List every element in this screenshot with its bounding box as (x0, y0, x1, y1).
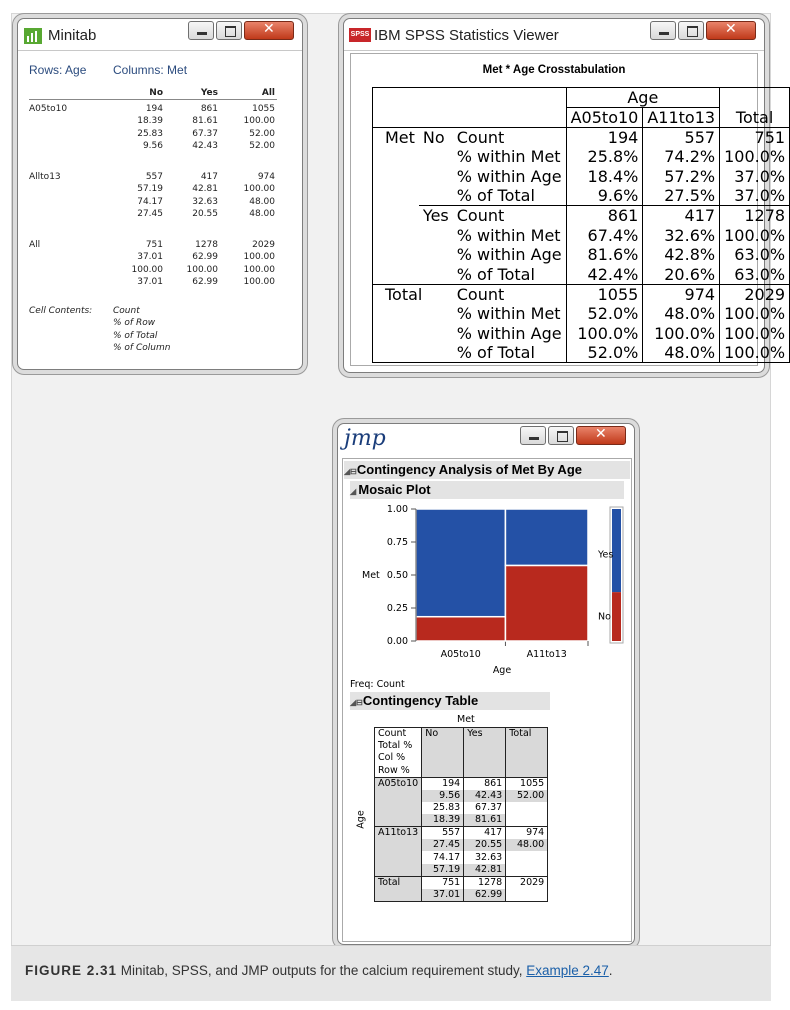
spss-col-header: Total (720, 88, 790, 128)
ct-cell (506, 889, 548, 902)
spss-cell: 57.2% (643, 167, 720, 187)
minitab-cell: 32.63 (192, 196, 218, 207)
spss-row (373, 128, 790, 148)
spss-group-label: Yes (419, 206, 453, 226)
disclosure-icon[interactable]: ◢⊟ (344, 467, 357, 476)
ct-cell: 42.43 (464, 790, 506, 802)
ct-cell: 52.00 (506, 790, 548, 802)
rows-label: Rows: Age (29, 63, 87, 77)
minitab-cell: 751 (145, 240, 163, 250)
ct-cell (506, 802, 548, 814)
minitab-row-label: All (29, 240, 41, 250)
spss-cell: 27.5% (643, 186, 720, 206)
spss-row (373, 245, 790, 265)
caption-end: . (608, 963, 613, 978)
ct-row (375, 814, 548, 827)
spss-row (373, 147, 790, 167)
caption-label: FIGURE 2.31 (25, 963, 118, 978)
caption-text: Minitab, SPSS, and JMP outputs for the calcium requirement study, (117, 963, 527, 978)
example-link[interactable]: Example 2.47 (526, 963, 609, 978)
mosaic-yes-A05to10 (416, 509, 505, 617)
maximize-button[interactable] (216, 21, 242, 40)
spss-logo-icon: SPSS (349, 28, 371, 42)
contingency-title: Contingency Table (362, 693, 479, 708)
ct-cell: 32.63 (464, 851, 506, 863)
spss-row (373, 284, 790, 304)
minitab-logo-icon (24, 28, 42, 44)
ct-cell: 417 (464, 827, 506, 840)
mosaic-y-tick-label: 0.50 (386, 570, 408, 581)
legend-no-label: No (598, 611, 611, 623)
spss-cell: 48.0% (643, 304, 720, 324)
cell-contents-item: % of Row (113, 318, 156, 329)
ct-cell: 1278 (464, 876, 506, 889)
minitab-cell: 48.00 (249, 196, 275, 207)
ct-row-label: A05to10 (375, 777, 422, 790)
spss-stat-label: % of Total (453, 265, 566, 285)
ct-cell: 74.17 (422, 851, 464, 863)
close-icon: ✕ (725, 21, 737, 37)
spss-cell: 81.6% (566, 245, 643, 265)
ct-cell (506, 851, 548, 863)
spss-row (373, 343, 790, 363)
minitab-cell: 974 (257, 172, 275, 182)
minitab-cell: 100.00 (243, 252, 275, 263)
ct-cell (506, 814, 548, 827)
spss-cell: 100.0% (720, 343, 790, 363)
cell-contents-item: % of Column (113, 342, 171, 353)
ct-cell: 37.01 (422, 889, 464, 902)
ct-header: Count (375, 728, 422, 741)
minitab-cell: 62.99 (192, 276, 218, 287)
spss-cell: 20.6% (643, 265, 720, 285)
spss-cell: 974 (643, 284, 720, 304)
legend-yes-label: Yes (598, 549, 614, 561)
spss-stat-label: % of Total (453, 343, 566, 363)
cell-contents-label: Cell Contents: (29, 306, 93, 316)
ct-cell: 557 (422, 827, 464, 840)
mosaic-y-tick-label: 0.25 (386, 603, 408, 614)
minitab-cell: 52.00 (249, 140, 275, 151)
contingency-header[interactable] (350, 692, 550, 710)
spss-age-header: Age (566, 88, 719, 108)
ct-header: No (422, 728, 464, 778)
minitab-cell: 48.00 (249, 208, 275, 219)
jmp-window (337, 423, 635, 945)
minitab-window (17, 18, 303, 370)
minitab-cell: 42.81 (192, 184, 218, 195)
minitab-cell: 100.00 (243, 264, 275, 275)
minitab-header-rule (29, 99, 277, 100)
spss-cell: 32.6% (643, 225, 720, 245)
spss-cell: 417 (643, 206, 720, 226)
spss-cell: 37.0% (720, 167, 790, 187)
freq-label: Freq: Count (350, 679, 405, 690)
ct-row (375, 790, 548, 802)
contingency-table (374, 727, 548, 902)
spss-cell: 37.0% (720, 186, 790, 206)
minitab-cell: 18.39 (137, 116, 163, 127)
spss-stat-label: Count (453, 128, 566, 148)
spss-row (373, 167, 790, 187)
ct-stat-label: Row % (375, 765, 422, 778)
spss-cell: 100.0% (720, 304, 790, 324)
age-axis-label: Age (355, 810, 367, 829)
spss-col-header: A11to13 (643, 108, 720, 128)
minitab-row-label: A05to10 (29, 104, 68, 114)
spss-cell: 100.0% (720, 225, 790, 245)
minitab-col-header: Yes (200, 88, 218, 98)
ct-row (375, 827, 548, 840)
spss-cell: 557 (643, 128, 720, 148)
spss-row (373, 186, 790, 206)
maximize-button[interactable] (678, 21, 704, 40)
ct-row-label: Total (375, 876, 422, 889)
mosaic-no-A05to10 (416, 617, 505, 641)
ct-cell: 81.61 (464, 814, 506, 827)
spss-cell: 194 (566, 128, 643, 148)
spss-cell: 9.6% (566, 186, 643, 206)
disclosure-icon[interactable]: ◢ (350, 487, 359, 496)
ct-cell: 67.37 (464, 802, 506, 814)
ct-cell: 62.99 (464, 889, 506, 902)
met-label: Met (457, 714, 475, 725)
ct-cell: 751 (422, 876, 464, 889)
minitab-cell: 100.00 (243, 116, 275, 127)
minitab-cell: 417 (200, 172, 218, 182)
spss-cell: 42.4% (566, 265, 643, 285)
ct-row (375, 851, 548, 863)
ct-cell: 27.45 (422, 839, 464, 851)
spss-stat-label: % within Met (453, 225, 566, 245)
spss-titlebar[interactable] (344, 19, 764, 51)
spss-stat-label: % of Total (453, 186, 566, 206)
minitab-col-header: All (261, 88, 275, 98)
spss-row (373, 225, 790, 245)
minitab-title: Minitab (48, 27, 97, 44)
spss-stat-label: % within Age (453, 245, 566, 265)
spss-row (373, 206, 790, 226)
spss-table-title: Met * Age Crosstabulation (482, 64, 626, 76)
spss-group-label: No (419, 128, 453, 148)
spss-row (373, 304, 790, 324)
ct-cell: 2029 (506, 876, 548, 889)
spss-cell: 52.0% (566, 343, 643, 363)
minitab-cell: 861 (200, 104, 218, 114)
ct-stat-label: Total % (375, 740, 422, 752)
ct-row (375, 777, 548, 790)
minitab-cell: 25.83 (137, 128, 163, 139)
ct-row (375, 839, 548, 851)
spss-title: IBM SPSS Statistics Viewer (374, 27, 559, 44)
mosaic-yes-A11to13 (505, 509, 588, 566)
minitab-cell: 100.00 (243, 276, 275, 287)
minimize-button[interactable] (650, 21, 676, 40)
close-icon: ✕ (595, 426, 607, 442)
mosaic-no-A11to13 (505, 566, 588, 641)
minitab-cell: 1278 (195, 240, 218, 250)
ct-cell: 861 (464, 777, 506, 790)
spss-cell: 48.0% (643, 343, 720, 363)
mosaic-y-tick-label: 1.00 (386, 504, 408, 515)
minitab-col-header: No (149, 88, 163, 98)
analysis-title: Contingency Analysis of Met By Age (356, 462, 582, 477)
minitab-cell: 100.00 (131, 264, 163, 275)
mosaic-overall-yes (612, 509, 621, 592)
spss-cell: 861 (566, 206, 643, 226)
ct-row (375, 802, 548, 814)
ct-header: Yes (464, 728, 506, 778)
mosaic-x-axis-label: Age (492, 665, 512, 676)
spss-cell: 100.0% (643, 323, 720, 343)
close-button[interactable] (706, 21, 756, 40)
spss-row-var: Met (373, 128, 419, 148)
minitab-cell: 1055 (252, 104, 275, 114)
minitab-cell: 100.00 (243, 184, 275, 195)
spss-cell: 63.0% (720, 245, 790, 265)
minitab-cell: 52.00 (249, 128, 275, 139)
ct-cell: 48.00 (506, 839, 548, 851)
spss-row (373, 265, 790, 285)
ct-row (375, 876, 548, 889)
minitab-cell: 42.43 (192, 140, 218, 151)
mosaic-plot (338, 424, 636, 684)
ct-header: Total (506, 728, 548, 778)
spss-stat-label: % within Met (453, 304, 566, 324)
minitab-cell: 20.55 (192, 208, 218, 219)
spss-cell: 100.0% (720, 147, 790, 167)
ct-cell (506, 864, 548, 877)
spss-cell: 751 (720, 128, 790, 148)
ct-cell: 194 (422, 777, 464, 790)
minitab-titlebar[interactable] (18, 19, 302, 51)
spss-row (373, 323, 790, 343)
mosaic-y-axis-label: Met (362, 570, 380, 581)
ct-cell: 42.81 (464, 864, 506, 877)
spss-cell: 67.4% (566, 225, 643, 245)
ct-row-label: A11to13 (375, 827, 422, 840)
spss-cell: 52.0% (566, 304, 643, 324)
minimize-button[interactable] (188, 21, 214, 40)
spss-stat-label: % within Age (453, 323, 566, 343)
spss-col-header: A05to10 (566, 108, 643, 128)
ct-cell: 974 (506, 827, 548, 840)
minitab-cell: 67.37 (192, 128, 218, 139)
columns-label: Columns: Met (113, 63, 188, 77)
figure-caption (25, 963, 613, 978)
spss-cell: 74.2% (643, 147, 720, 167)
spss-cell: 100.0% (720, 323, 790, 343)
spss-stat-label: Count (453, 206, 566, 226)
minitab-cell: 37.01 (137, 252, 163, 263)
mosaic-x-tick-label: A11to13 (526, 649, 567, 660)
ct-cell: 57.19 (422, 864, 464, 877)
ct-cell: 25.83 (422, 802, 464, 814)
minitab-cell: 74.17 (137, 196, 163, 207)
cell-contents-item: Count (113, 306, 140, 316)
ct-row (375, 864, 548, 877)
close-icon: ✕ (263, 21, 275, 37)
spss-cell: 1055 (566, 284, 643, 304)
spss-group-label: Total (373, 284, 453, 304)
mosaic-overall-no (612, 592, 621, 641)
spss-cell: 1278 (720, 206, 790, 226)
close-button[interactable] (244, 21, 294, 40)
minitab-cell: 9.56 (142, 140, 163, 151)
spss-crosstab (372, 87, 790, 363)
spss-cell: 2029 (720, 284, 790, 304)
minitab-cell: 37.01 (137, 276, 163, 287)
jmp-logo: jmp (344, 426, 386, 451)
spss-cell: 63.0% (720, 265, 790, 285)
spss-stat-label: % within Age (453, 167, 566, 187)
minitab-cell: 62.99 (192, 252, 218, 263)
spss-cell: 18.4% (566, 167, 643, 187)
disclosure-icon[interactable]: ◢⊟ (350, 698, 363, 707)
spss-cell: 42.8% (643, 245, 720, 265)
minitab-cell: 27.45 (137, 208, 163, 219)
ct-cell: 9.56 (422, 790, 464, 802)
mosaic-title: Mosaic Plot (358, 482, 431, 497)
minitab-cell: 557 (145, 172, 163, 182)
minitab-cell: 57.19 (137, 184, 163, 195)
ct-cell: 1055 (506, 777, 548, 790)
minitab-cell: 194 (145, 104, 163, 114)
minitab-row-label: Allto13 (29, 172, 61, 182)
mosaic-x-tick-label: A05to10 (440, 649, 481, 660)
minitab-cell: 81.61 (192, 116, 218, 127)
cell-contents-item: % of Total (113, 330, 158, 341)
ct-row (375, 889, 548, 902)
ct-cell: 20.55 (464, 839, 506, 851)
minitab-cell: 100.00 (186, 264, 218, 275)
mosaic-y-tick-label: 0.00 (386, 636, 408, 647)
spss-cell: 100.0% (566, 323, 643, 343)
spss-stat-label: % within Met (453, 147, 566, 167)
mosaic-y-tick-label: 0.75 (386, 537, 408, 548)
ct-stat-label: Col % (375, 752, 422, 764)
minitab-cell: 2029 (252, 240, 275, 250)
spss-cell: 25.8% (566, 147, 643, 167)
spss-stat-label: Count (453, 284, 566, 304)
spss-window (343, 18, 786, 373)
ct-cell: 18.39 (422, 814, 464, 827)
